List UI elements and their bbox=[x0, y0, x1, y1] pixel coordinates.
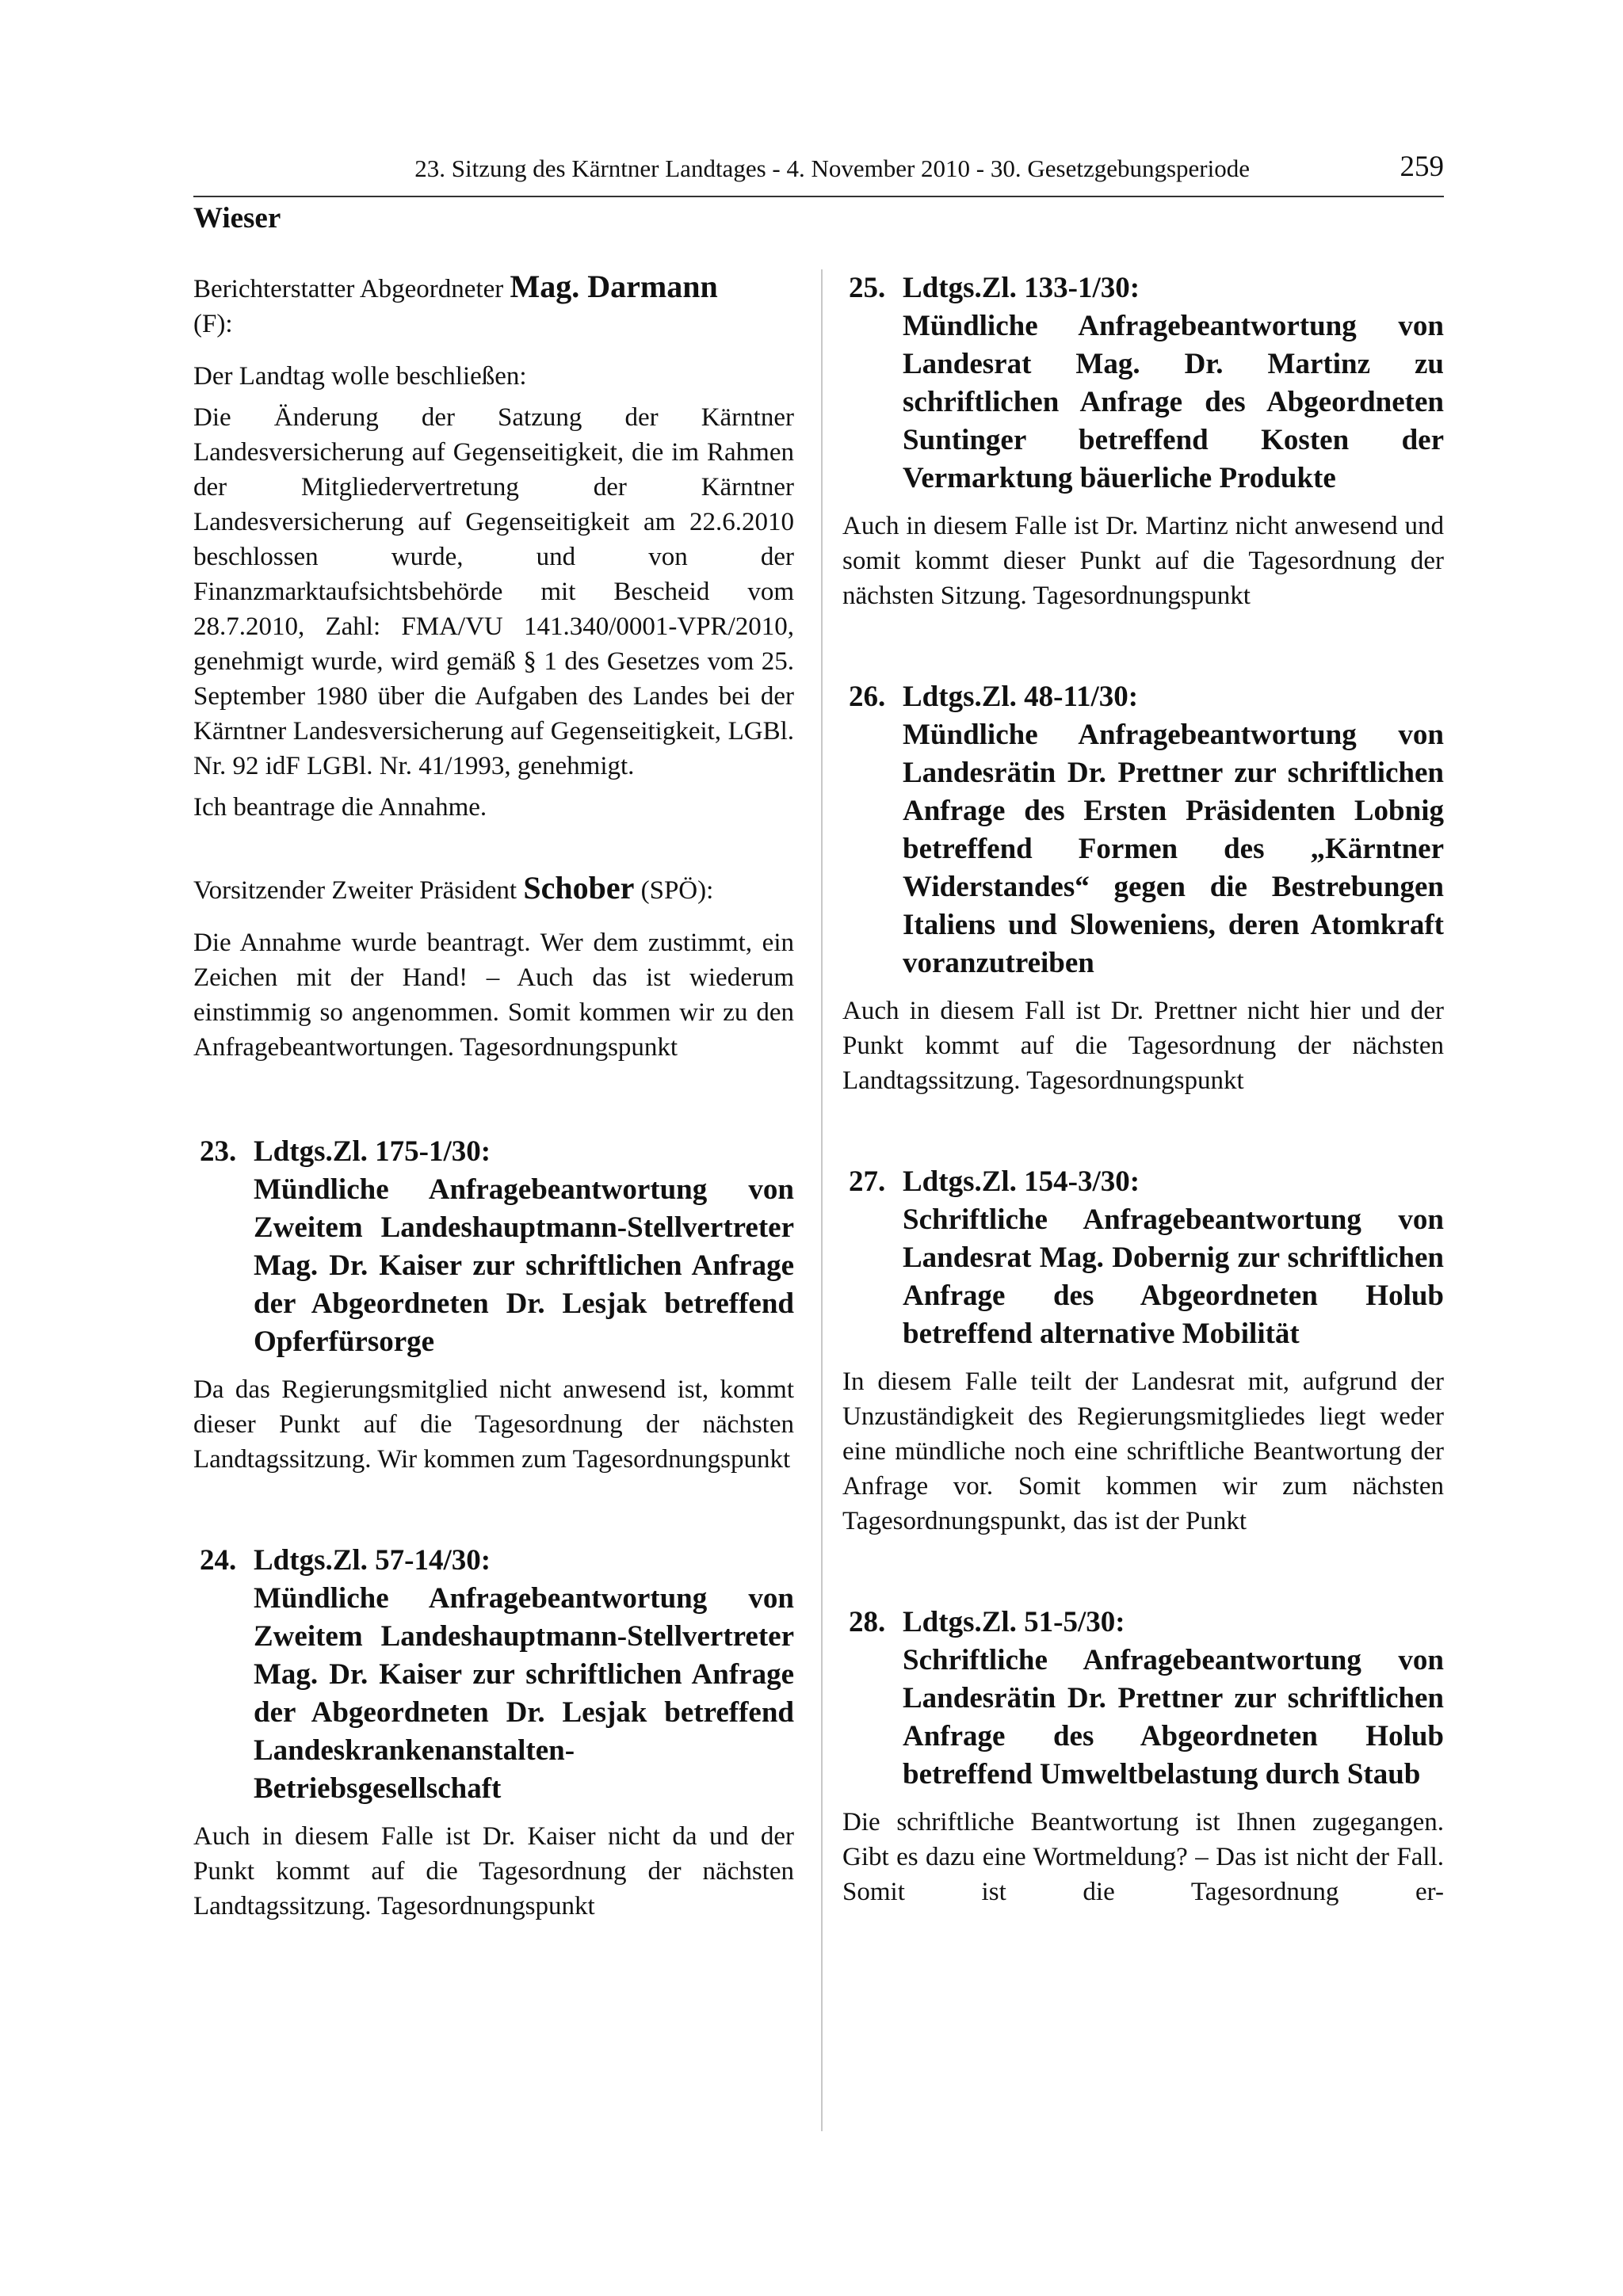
rapporteur-party: (F): bbox=[193, 310, 233, 338]
agenda-item-desc: Mündliche Anfragebeantwortung von Landesrat Mag. Dr. Martinz zu schriftlichen Anfrage des Abgeordneten Suntinger betreffend Kosten der Vermarktung bäuerliche Produkte bbox=[903, 310, 1444, 494]
agenda-item-desc: Mündliche Anfragebeantwortung von Zweitem Landeshauptmann-Stellvertreter Mag. Dr. Kaiser zur schriftlichen Anfrage der Abgeordneten Dr. Lesjak betreffend Opferfürsorge bbox=[254, 1173, 794, 1358]
agenda-item-ref: Ldtgs.Zl. 133-1/30: bbox=[903, 272, 1140, 304]
agenda-item-number: 24. bbox=[200, 1544, 237, 1577]
agenda-item-number: 26. bbox=[849, 681, 886, 713]
header-title: 23. Sitzung des Kärntner Landtages - 4. November 2010 - 30. Gesetzgebungsperiode bbox=[414, 154, 1250, 182]
agenda-item-ref: Ldtgs.Zl. 175-1/30: bbox=[254, 1135, 491, 1168]
chair-name: Schober bbox=[523, 870, 635, 906]
agenda-item bbox=[842, 1163, 1444, 1539]
rapporteur-name: Mag. Darmann bbox=[510, 269, 718, 304]
agenda-item-ref: Ldtgs.Zl. 51-5/30: bbox=[903, 1606, 1125, 1638]
chair-party: (SPÖ): bbox=[634, 876, 714, 905]
chair-line bbox=[193, 871, 794, 908]
agenda-item bbox=[842, 1604, 1444, 1909]
agenda-item-number: 23. bbox=[200, 1135, 237, 1168]
header-rule bbox=[193, 196, 1444, 197]
column-divider bbox=[821, 269, 823, 2131]
agenda-item-desc: Schriftliche Anfragebeantwortung von Landesrat Mag. Dobernig zur schriftlichen Anfrage des Abgeordneten Holub betreffend alternative Mobilität bbox=[903, 1203, 1444, 1350]
agenda-item-ref: Ldtgs.Zl. 154-3/30: bbox=[903, 1165, 1140, 1198]
agenda-item bbox=[842, 678, 1444, 1098]
agenda-item-desc: Schriftliche Anfragebeantwortung von Landesrätin Dr. Prettner zur schriftlichen Anfrage des Abgeordneten Holub betreffend Umweltbelastung durch Staub bbox=[903, 1644, 1444, 1791]
agenda-item-text: In diesem Falle teilt der Landesrat mit, aufgrund der Unzuständigkeit des Regierungsmitgliedes liegt weder eine mündliche noch eine schriftliche Beantwortung der Anfrage vor. Somit kommen wir zum nächsten Tagesordnungspunkt, das ist der Punkt bbox=[842, 1367, 1444, 1535]
agenda-item-number: 27. bbox=[849, 1165, 886, 1198]
rapporteur-line bbox=[193, 269, 794, 341]
right-column bbox=[842, 269, 1444, 1909]
speaker-name: Wieser bbox=[193, 202, 281, 235]
agenda-item-text: Da das Regierungsmitglied nicht anwesend ist, kommt dieser Punkt auf die Tagesordnung der nächsten Landtagssitzung. Wir kommen zum Tagesordnungspunkt bbox=[193, 1375, 794, 1474]
agenda-item-ref: Ldtgs.Zl. 48-11/30: bbox=[903, 681, 1139, 713]
agenda-item-desc: Mündliche Anfragebeantwortung von Zweitem Landeshauptmann-Stellvertreter Mag. Dr. Kaiser zur schriftlichen Anfrage der Abgeordneten Dr. Lesjak betreffend Landeskrankenanstalten-Betriebsgesellschaft bbox=[254, 1582, 794, 1805]
agenda-item bbox=[193, 1133, 794, 1477]
rapporteur-prefix: Berichterstatter Abgeordneter bbox=[193, 275, 510, 303]
agenda-item-text: Auch in diesem Falle ist Dr. Kaiser nicht da und der Punkt kommt auf die Tagesordnung der nächsten Landtagssitzung. Tagesordnungspunkt bbox=[193, 1822, 794, 1920]
agenda-item-desc: Mündliche Anfragebeantwortung von Landesrätin Dr. Prettner zur schriftlichen Anfrage des Ersten Präsidenten Lobnig betreffend Formen des „Kärntner Widerstandes“ gegen die Bestrebungen Italiens und Sloweniens, deren Atomkraft voranzutreiben bbox=[903, 719, 1444, 979]
agenda-item-text: Auch in diesem Falle ist Dr. Martinz nicht anwesend und somit kommt dieser Punkt auf die Tagesordnung der nächsten Sitzung. Tagesordnungspunkt bbox=[842, 512, 1444, 610]
resolution-text: Die Änderung der Satzung der Kärntner Landesversicherung auf Gegenseitigkeit, die im Rahmen der Mitgliedervertretung der Kärntner Landesversicherung auf Gegenseitigkeit am 22.6.2010 beschlossen wurde, und von der Finanzmarktaufsichtsbehörde mit Bescheid vom 28.7.2010, Zahl: FMA/VU 141.340/0001-VPR/2010, genehmigt wurde, wird gemäß § 1 des Gesetzes vom 25. September 1980 über die Aufgaben des Landes bei der Kärntner Landesversicherung auf Gegenseitigkeit, LGBl. Nr. 92 idF LGBl. Nr. 41/1993, genehmigt. bbox=[193, 403, 794, 780]
agenda-item-ref: Ldtgs.Zl. 57-14/30: bbox=[254, 1544, 491, 1577]
agenda-item bbox=[193, 1542, 794, 1924]
left-column bbox=[193, 269, 794, 1924]
page-number: 259 bbox=[1400, 151, 1444, 183]
agenda-item bbox=[842, 269, 1444, 613]
running-header bbox=[193, 153, 1444, 199]
agenda-item-text: Die schriftliche Beantwortung ist Ihnen zugegangen. Gibt es dazu eine Wortmeldung? – Das ist nicht der Fall. Somit ist die Tagesordnung er- bbox=[842, 1808, 1444, 1906]
chair-prefix: Vorsitzender Zweiter Präsident bbox=[193, 876, 524, 905]
agenda-item-text: Auch in diesem Fall ist Dr. Prettner nicht hier und der Punkt kommt auf die Tagesordnung der nächsten Landtagssitzung. Tagesordnungspunkt bbox=[842, 997, 1444, 1095]
agenda-item-number: 28. bbox=[849, 1606, 886, 1638]
agenda-item-number: 25. bbox=[849, 272, 886, 304]
motion-text: Ich beantrage die Annahme. bbox=[193, 793, 487, 822]
chair-text: Die Annahme wurde beantragt. Wer dem zustimmt, ein Zeichen mit der Hand! – Auch das ist wiederum einstimmig so angenommen. Somit kommen wir zu den Anfragebeantwortungen. Tagesordnungspunkt bbox=[193, 929, 794, 1062]
resolution-intro: Der Landtag wolle beschließen: bbox=[193, 362, 527, 391]
